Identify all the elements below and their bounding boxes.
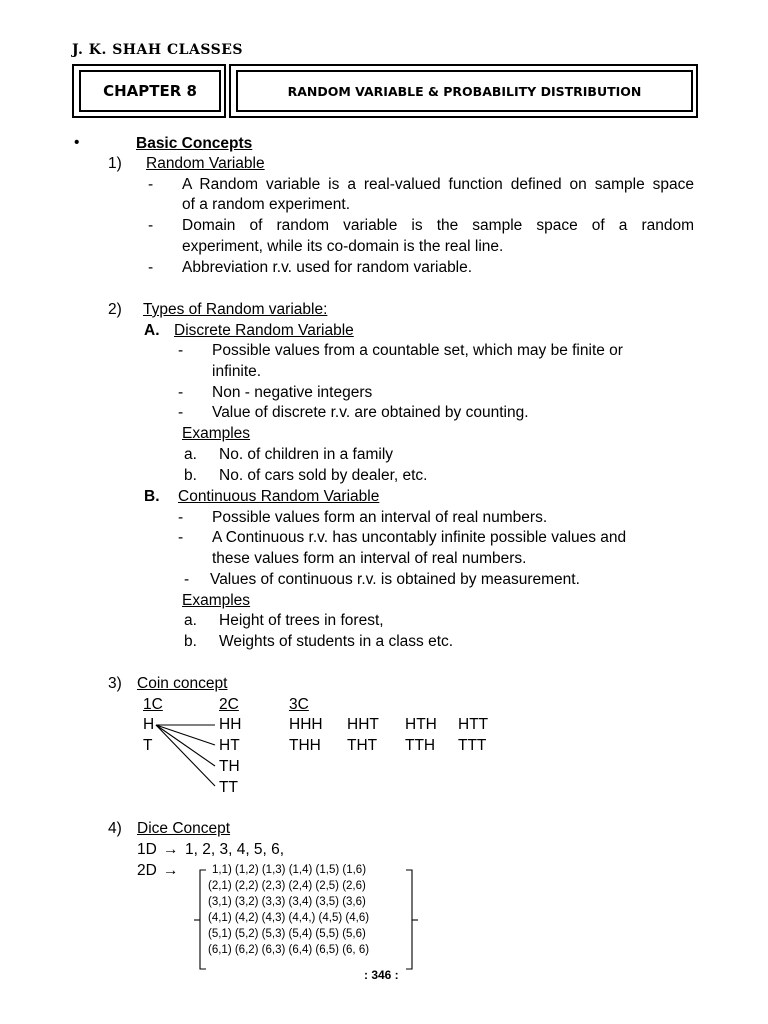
- coin-3c-outcome: HTH: [405, 716, 437, 733]
- s4-title: Dice Concept: [137, 820, 231, 837]
- s2a-item-text: Value of discrete r.v. are obtained by counting.: [212, 404, 529, 421]
- dash: -: [148, 217, 154, 234]
- s2a-title: Discrete Random Variable: [174, 322, 354, 339]
- dice-matrix-row: (3,1) (3,2) (3,3) (3,4) (3,5) (3,6): [208, 896, 366, 908]
- s2b-item-text: these values form an interval of real numbers.: [212, 550, 527, 567]
- dash: -: [148, 176, 154, 193]
- example-text: Weights of students in a class etc.: [219, 633, 454, 650]
- s4-number: 4): [108, 820, 122, 837]
- dash: -: [178, 384, 184, 401]
- arrow-icon: →: [163, 841, 179, 858]
- s1-item-text: Domain of random variable is the sample space of a random: [182, 217, 694, 234]
- s1-item-text: A Random variable is a real-valued function defined on sample space: [182, 176, 694, 193]
- example-text: Height of trees in forest,: [219, 612, 384, 629]
- dice-1d-label: 1D: [137, 841, 157, 858]
- s2a-item-text: Non - negative integers: [212, 384, 373, 401]
- coin-1c-outcome: T: [143, 737, 153, 754]
- s1-item-text: Abbreviation r.v. used for random variable.: [182, 259, 473, 276]
- chapter-title: RANDOM VARIABLE & PROBABILITY DISTRIBUTION: [236, 70, 693, 112]
- bullet: •: [74, 134, 80, 151]
- arrow-icon: →: [163, 862, 179, 879]
- dice-1d-values: 1, 2, 3, 4, 5, 6,: [185, 841, 285, 858]
- dash: -: [178, 529, 184, 546]
- coin-2c-outcome: TH: [219, 758, 240, 775]
- s1-number: 1): [108, 155, 122, 172]
- dice-matrix-row: (6,1) (6,2) (6,3) (6,4) (6,5) (6, 6): [208, 944, 370, 956]
- s3-title: Coin concept: [137, 675, 228, 692]
- section-heading: Basic Concepts: [136, 135, 253, 152]
- coin-header-2c: 2C: [219, 696, 239, 713]
- dice-matrix-row: (5,1) (5,2) (5,3) (5,4) (5,5) (5,6): [208, 928, 366, 940]
- s1-title: Random Variable: [146, 155, 265, 172]
- coin-2c-outcome: HT: [219, 737, 240, 754]
- s2a-examples-label: Examples: [182, 425, 251, 442]
- dash: -: [178, 404, 184, 421]
- dash: -: [148, 259, 154, 276]
- coin-3c-outcome: HTT: [458, 716, 489, 733]
- example-marker: a.: [184, 612, 197, 629]
- example-marker: b.: [184, 633, 197, 650]
- s2b-item-text: A Continuous r.v. has uncontably infinite possible values and: [212, 529, 627, 546]
- s2b-title: Continuous Random Variable: [178, 488, 380, 505]
- s2a-item-text: infinite.: [212, 363, 262, 380]
- coin-2c-outcome: HH: [219, 716, 242, 733]
- example-text: No. of cars sold by dealer, etc.: [219, 467, 428, 484]
- coin-3c-outcome: HHH: [289, 716, 323, 733]
- s2b-letter: B.: [144, 488, 160, 505]
- s3-number: 3): [108, 675, 122, 692]
- institute-name: J. K. SHAH CLASSES: [72, 42, 244, 58]
- example-text: No. of children in a family: [219, 446, 394, 463]
- coin-3c-outcome: THH: [289, 737, 321, 754]
- coin-2c-outcome: TT: [219, 779, 238, 796]
- s2-number: 2): [108, 301, 122, 318]
- coin-3c-outcome: HHT: [347, 716, 379, 733]
- s1-item-text: of a random experiment.: [182, 196, 351, 213]
- coin-3c-outcome: THT: [347, 737, 378, 754]
- example-marker: b.: [184, 467, 197, 484]
- coin-header-3c: 3C: [289, 696, 309, 713]
- s1-item-text: experiment, while its co-domain is the real line.: [182, 238, 504, 255]
- dash: -: [184, 571, 190, 588]
- page-number: : 346 :: [364, 968, 399, 982]
- dice-2d-label: 2D: [137, 862, 157, 879]
- s2a-item-text: Possible values from a countable set, which may be finite or: [212, 342, 623, 359]
- coin-1c-outcome: H: [143, 716, 155, 733]
- s2-title: Types of Random variable:: [143, 301, 328, 318]
- s2b-item-text: Possible values form an interval of real numbers.: [212, 509, 548, 526]
- dice-matrix-row: (4,1) (4,2) (4,3) (4,4,) (4,5) (4,6): [208, 912, 370, 924]
- dash: -: [178, 342, 184, 359]
- dice-matrix-row: (2,1) (2,2) (2,3) (2,4) (2,5) (2,6): [208, 880, 366, 892]
- chapter-label: CHAPTER 8: [79, 70, 221, 112]
- dash: -: [178, 509, 184, 526]
- s2b-item-text: Values of continuous r.v. is obtained by measurement.: [210, 571, 580, 588]
- example-marker: a.: [184, 446, 197, 463]
- s2a-letter: A.: [144, 322, 160, 339]
- coin-header-1c: 1C: [143, 696, 163, 713]
- coin-3c-outcome: TTH: [405, 737, 436, 754]
- s2b-examples-label: Examples: [182, 592, 251, 609]
- dice-matrix-row: 1,1) (1,2) (1,3) (1,4) (1,5) (1,6): [212, 864, 367, 876]
- coin-3c-outcome: TTT: [458, 737, 487, 754]
